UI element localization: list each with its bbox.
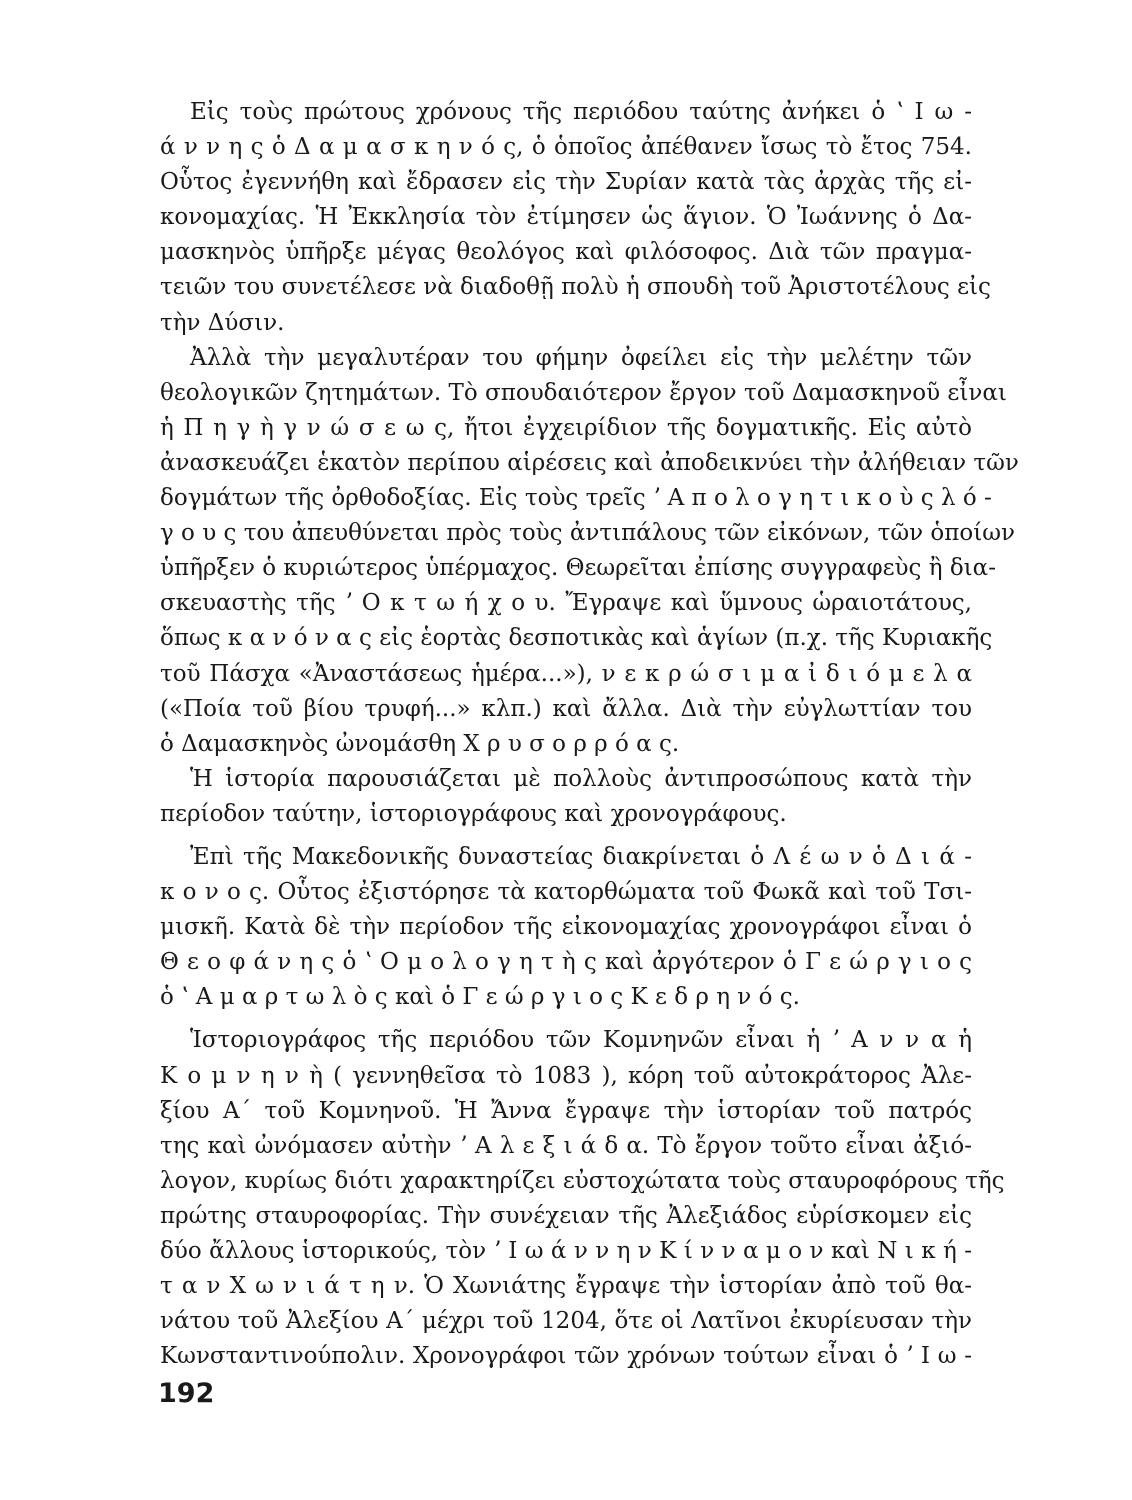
text-line: νάτου τοῦ Ἀλεξίου Α΄ μέχρι τοῦ 1204, ὅτε οἱ Λατῖνοι ἐκυρίευσαν τὴν [160, 1308, 972, 1335]
text-line: σκευαστὴς τῆς ʼ Ο κ τ ω ή χ ο υ. Ἔγραψε καὶ ὕμνους ὡραιοτάτους, [160, 590, 972, 617]
text-line: ξίου Α΄ τοῦ Κομνηνοῦ. Ἡ Ἄννα ἔγραψε τὴν ἱστορίαν τοῦ πατρός [160, 1097, 972, 1124]
text-line: μασκηνὸς ὑπῆρξε μέγας θεολόγος καὶ φιλόσοφος. Διὰ τῶν πραγμα- [160, 239, 972, 266]
text-line: τοῦ Πάσχα «Ἀναστάσεως ἡμέρα...»), ν ε κ ρ ώ σ ι μ α ἰ δ ι ό μ ε λ α [160, 660, 972, 687]
text-line: ὑπῆρξεν ὁ κυριώτερος ὑπέρμαχος. Θεωρεῖται ἐπίσης συγγραφεὺς ἢ δια- [160, 555, 996, 582]
text-line: μισκῆ. Κατὰ δὲ τὴν περίοδον τῆς εἰκονομαχίας χρονογράφοι εἶναι ὁ [160, 914, 972, 941]
body-text [160, 95, 1019, 1374]
paragraph-gap [160, 1015, 972, 1023]
text-line: γ ο υ ς του ἀπευθύνεται πρὸς τοὺς ἀντιπάλους τῶν εἰκόνων, τῶν ὁποίων [160, 520, 1015, 547]
text-line: της καὶ ὠνόμασεν αὐτὴν ʼ Α λ ε ξ ι ά δ α. Τὸ ἔργον τοῦτο εἶναι ἀξιό- [160, 1132, 972, 1159]
page-number: 192 [158, 1378, 215, 1409]
text-line: λογον, κυρίως διότι χαρακτηρίζει εὐστοχώτατα τοὺς σταυροφόρους τῆς [160, 1167, 1005, 1194]
text-line: κ ο ν ο ς. Οὗτος ἐξιστόρησε τὰ κατορθώματα τοῦ Φωκᾶ καὶ τοῦ Τσι- [160, 879, 972, 906]
text-line: θεολογικῶν ζητημάτων. Τὸ σπουδαιότερον ἔργον τοῦ Δαμασκηνοῦ εἶναι [160, 379, 1007, 406]
text-line: τειῶν του συνετέλεσε νὰ διαδοθῇ πολὺ ἡ σπουδὴ τοῦ Ἀριστοτέλους εἰς [160, 274, 991, 301]
text-line: περίοδον ταύτην, ἱστοριογράφους καὶ χρονογράφους. [160, 800, 787, 827]
text-line: ὁ ʽ Α μ α ρ τ ω λ ὸ ς καὶ ὁ Γ ε ώ ρ γ ι ο ς Κ ε δ ρ η ν ό ς. [160, 984, 800, 1011]
paragraph-4 [160, 840, 972, 1015]
text-line: τ α ν Χ ω ν ι ά τ η ν. Ὁ Χωνιάτης ἔγραψε τὴν ἱστορίαν ἀπὸ τοῦ θα- [160, 1273, 972, 1300]
text-line: δογμάτων τῆς ὀρθοδοξίας. Εἰς τοὺς τρεῖς ʼ Α π ο λ ο γ η τ ι κ ο ὺ ς λ ό - [160, 485, 992, 512]
paragraph-5 [160, 1023, 1005, 1374]
paragraph-2 [160, 341, 1019, 762]
text-line: Ἀλλὰ τὴν μεγαλυτέραν του φήμην ὀφείλει εἰς τὴν μελέτην τῶν [190, 344, 972, 371]
paragraph-gap [160, 832, 972, 840]
text-line: («Ποία τοῦ βίου τρυφή...» κλπ.) καὶ ἄλλα. Διὰ τὴν εὐγλωττίαν του [160, 695, 972, 722]
text-line: ἀνασκευάζει ἑκατὸν περίπου αἱρέσεις καὶ ἀποδεικνύει τὴν ἀλήθειαν τῶν [160, 449, 1019, 476]
text-line: Ἱστοριογράφος τῆς περιόδου τῶν Κομνηνῶν εἶναι ἡ ʼ Α ν ν α ἡ [190, 1027, 972, 1054]
text-line: ἡ Π η γ ὴ γ ν ώ σ ε ω ς, ἤτοι ἐγχειρίδιον τῆς δογματικῆς. Εἰς αὐτὸ [160, 414, 972, 441]
text-line: Θ ε ο φ ά ν η ς ὁ ʽ Ο μ ο λ ο γ η τ ὴ ς καὶ ἀργότερον ὁ Γ ε ώ ρ γ ι ο ς [160, 949, 972, 976]
text-line: Κ ο μ ν η ν ὴ ( γεννηθεῖσα τὸ 1083 ), κόρη τοῦ αὐτοκράτορος Ἀλε- [160, 1062, 972, 1089]
text-line: ὁ Δαμασκηνὸς ὠνομάσθη Χ ρ υ σ ο ρ ρ ό α ς. [160, 730, 680, 757]
text-line: Οὗτος ἐγεννήθη καὶ ἔδρασεν εἰς τὴν Συρίαν κατὰ τὰς ἀρχὰς τῆς εἰ- [160, 169, 972, 196]
text-line: Ἐπὶ τῆς Μακεδονικῆς δυναστείας διακρίνεται ὁ Λ έ ω ν ὁ Δ ι ά - [190, 843, 972, 870]
paragraph-3 [160, 762, 972, 832]
text-line: Ἡ ἱστορία παρουσιάζεται μὲ πολλοὺς ἀντιπροσώπους κατὰ τὴν [190, 765, 972, 792]
text-line: Κωνσταντινούπολιν. Χρονογράφοι τῶν χρόνων τούτων εἶναι ὁ ʼ Ι ω - [160, 1343, 972, 1370]
text-line: ὅπως κ α ν ό ν α ς εἰς ἑορτὰς δεσποτικὰς καὶ ἁγίων (π.χ. τῆς Κυριακῆς [160, 625, 993, 652]
text-line: Εἰς τοὺς πρώτους χρόνους τῆς περιόδου ταύτης ἀνήκει ὁ ʽ Ι ω - [190, 99, 972, 125]
text-line: τὴν Δύσιν. [160, 309, 285, 336]
paragraph-1 [160, 95, 991, 341]
text-line: κονομαχίας. Ἡ Ἐκκλησία τὸν ἐτίμησεν ὡς ἅγιον. Ὁ Ἰωάννης ὁ Δα- [160, 204, 972, 231]
text-line: πρώτης σταυροφορίας. Τὴν συνέχειαν τῆς Ἀλεξιάδος εὑρίσκομεν εἰς [160, 1202, 972, 1229]
text-line: ά ν ν η ς ὁ Δ α μ α σ κ η ν ό ς, ὁ ὁποῖος ἀπέθανεν ἴσως τὸ ἔτος 754. [160, 134, 972, 161]
text-line: δύο ἄλλους ἱστορικούς, τὸν ʼ Ι ω ά ν ν η ν Κ ί ν ν α μ ο ν καὶ Ν ι κ ή - [160, 1238, 972, 1264]
